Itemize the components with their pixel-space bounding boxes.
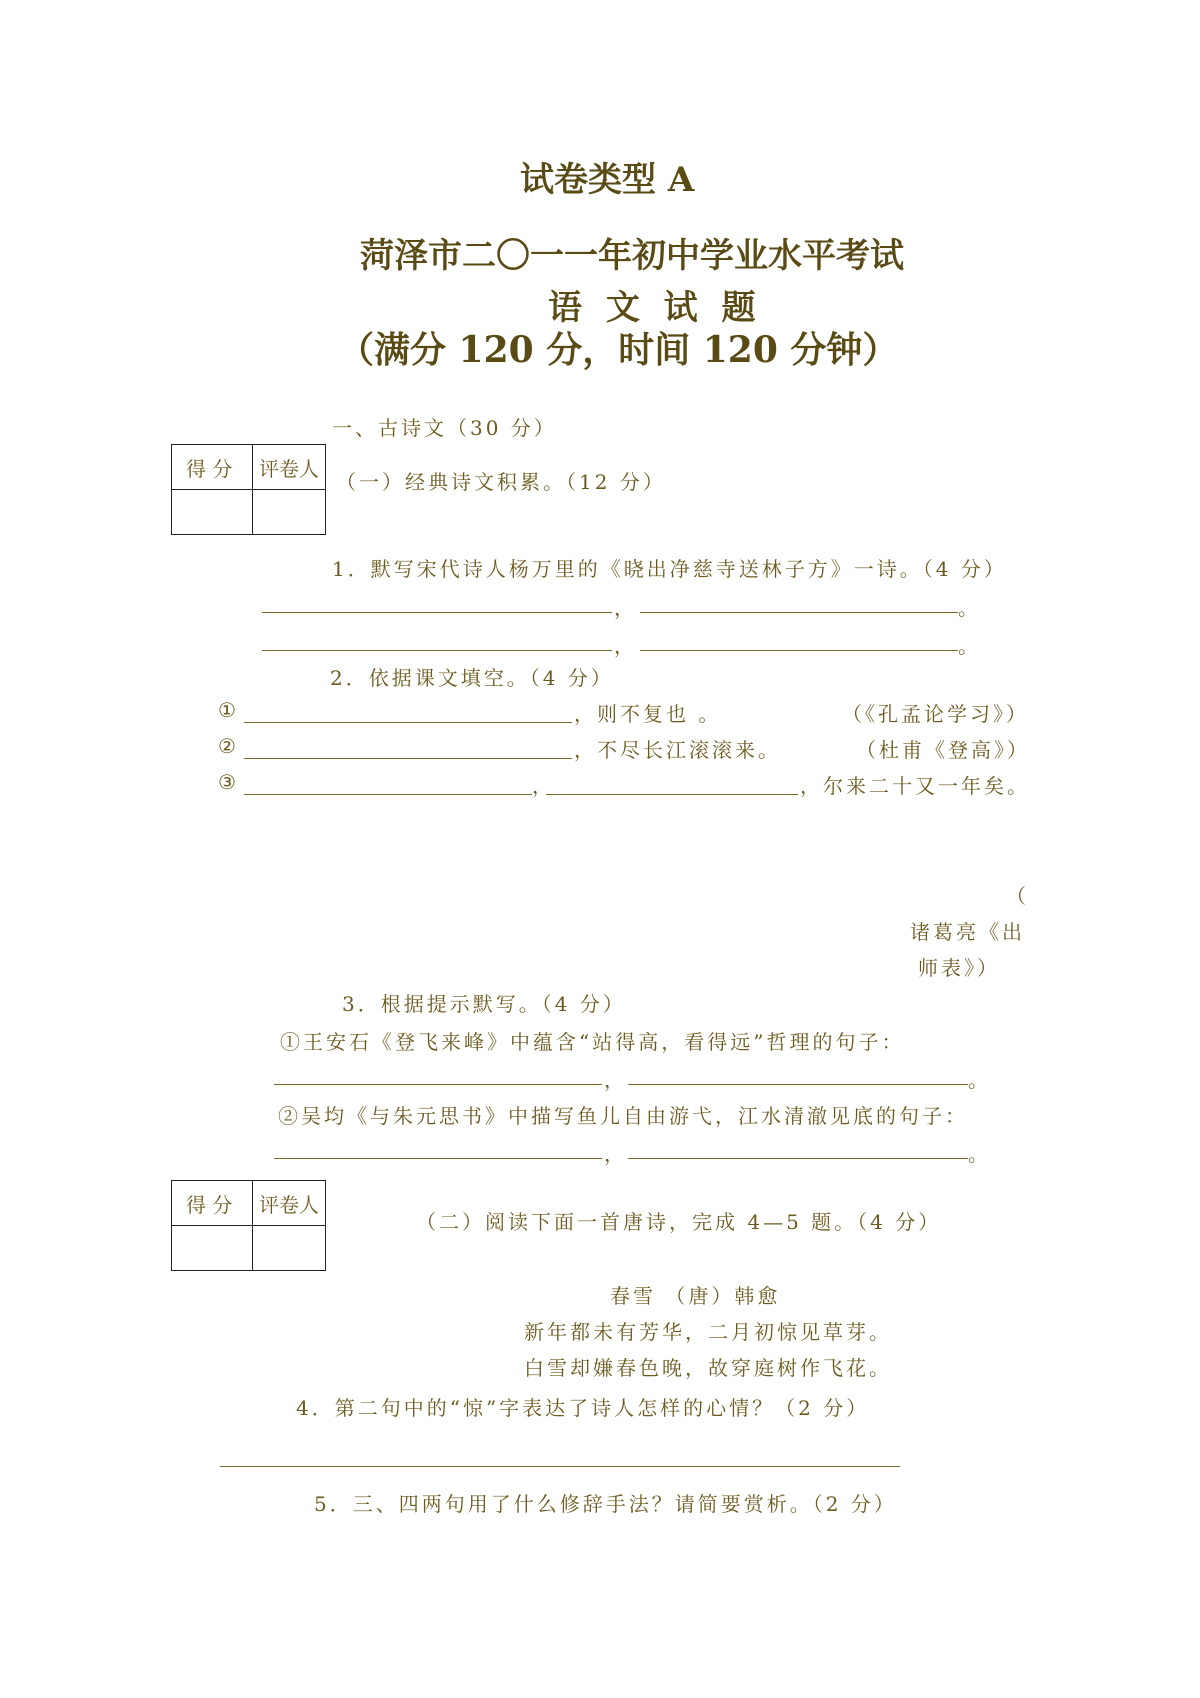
answer-line[interactable]: [274, 1084, 602, 1085]
item-marker: ②: [218, 734, 239, 758]
grade-box: [171, 444, 326, 535]
question-1: 1．默写宋代诗人杨万里的《晓出净慈寺送林子方》一诗。（4 分）: [332, 557, 1007, 581]
grader-label: 评卷人: [253, 1181, 326, 1226]
punct-comma: ，: [532, 774, 555, 798]
question-3-item-2: ②吴均《与朱元思书》中描写鱼儿自由游弋，江水清澈见底的句子：: [278, 1104, 968, 1128]
item-source: 诸葛亮《出: [910, 920, 1025, 944]
answer-line[interactable]: [628, 1158, 968, 1159]
item-source: （: [1006, 884, 1029, 908]
item-suffix: ，不尽长江滚滚来。: [574, 738, 781, 762]
punct-comma: ，: [614, 634, 637, 658]
grade-box: [171, 1180, 326, 1271]
grader-cell[interactable]: [253, 490, 326, 535]
punct-period: 。: [958, 596, 981, 620]
item-source: 师表》）: [918, 956, 1000, 980]
exam-info: （满分 120 分，时间 120 分钟）: [338, 329, 899, 371]
score-cell[interactable]: [172, 490, 253, 535]
section1-heading: 一、古诗文（30 分）: [332, 416, 557, 440]
item-marker: ①: [218, 698, 239, 722]
grader-label: 评卷人: [253, 445, 326, 490]
question-5: 5．三、四两句用了什么修辞手法？请简要赏析。（2 分）: [314, 1492, 897, 1516]
answer-line[interactable]: [244, 794, 532, 795]
punct-comma: ，: [604, 1068, 627, 1092]
grader-cell[interactable]: [253, 1226, 326, 1271]
part2-heading: （二）阅读下面一首唐诗，完成 4—5 题。（4 分）: [416, 1210, 942, 1234]
question-3-item-1: ①王安石《登飞来峰》中蕴含“站得高，看得远”哲理的句子：: [280, 1030, 905, 1054]
question-4: 4．第二句中的“惊”字表达了诗人怎样的心情？（2 分）: [296, 1396, 870, 1420]
answer-line[interactable]: [640, 650, 958, 651]
punct-period: 。: [968, 1068, 991, 1092]
answer-line[interactable]: [244, 758, 572, 759]
question-3: 3．根据提示默写。（4 分）: [342, 992, 626, 1016]
answer-line[interactable]: [640, 612, 958, 613]
answer-line[interactable]: [274, 1158, 602, 1159]
score-label: 得 分: [172, 1181, 253, 1226]
answer-line[interactable]: [262, 650, 612, 651]
answer-line[interactable]: [220, 1466, 900, 1467]
poem-line: 白雪却嫌春色晚，故穿庭树作飞花。: [524, 1356, 892, 1380]
part1-heading: （一）经典诗文积累。（12 分）: [336, 470, 666, 494]
poem-title: 春雪 （唐）韩愈: [610, 1284, 781, 1308]
punct-period: 。: [958, 634, 981, 658]
question-2: 2．依据课文填空。（4 分）: [330, 666, 614, 690]
answer-line[interactable]: [628, 1084, 968, 1085]
item-marker: ③: [218, 770, 239, 794]
item-source: （杜甫《登高》）: [856, 738, 1030, 762]
punct-comma: ，: [614, 596, 637, 620]
subject-title: 语 文 试 题: [548, 288, 762, 328]
score-cell[interactable]: [172, 1226, 253, 1271]
punct-period: 。: [968, 1142, 991, 1166]
answer-line[interactable]: [546, 794, 798, 795]
item-suffix: ，则不复也 。: [574, 702, 722, 726]
punct-comma: ，: [604, 1142, 627, 1166]
item-suffix: ，尔来二十又一年矣。: [800, 774, 1030, 798]
score-label: 得 分: [172, 445, 253, 490]
answer-line[interactable]: [262, 612, 612, 613]
exam-title: 菏泽市二〇一一年初中学业水平考试: [360, 236, 904, 276]
item-source: （《孔孟论学习》）: [842, 702, 1029, 726]
answer-line[interactable]: [244, 722, 572, 723]
paper-type: 试卷类型 A: [520, 160, 695, 200]
poem-line: 新年都未有芳华，二月初惊见草芽。: [524, 1320, 892, 1344]
